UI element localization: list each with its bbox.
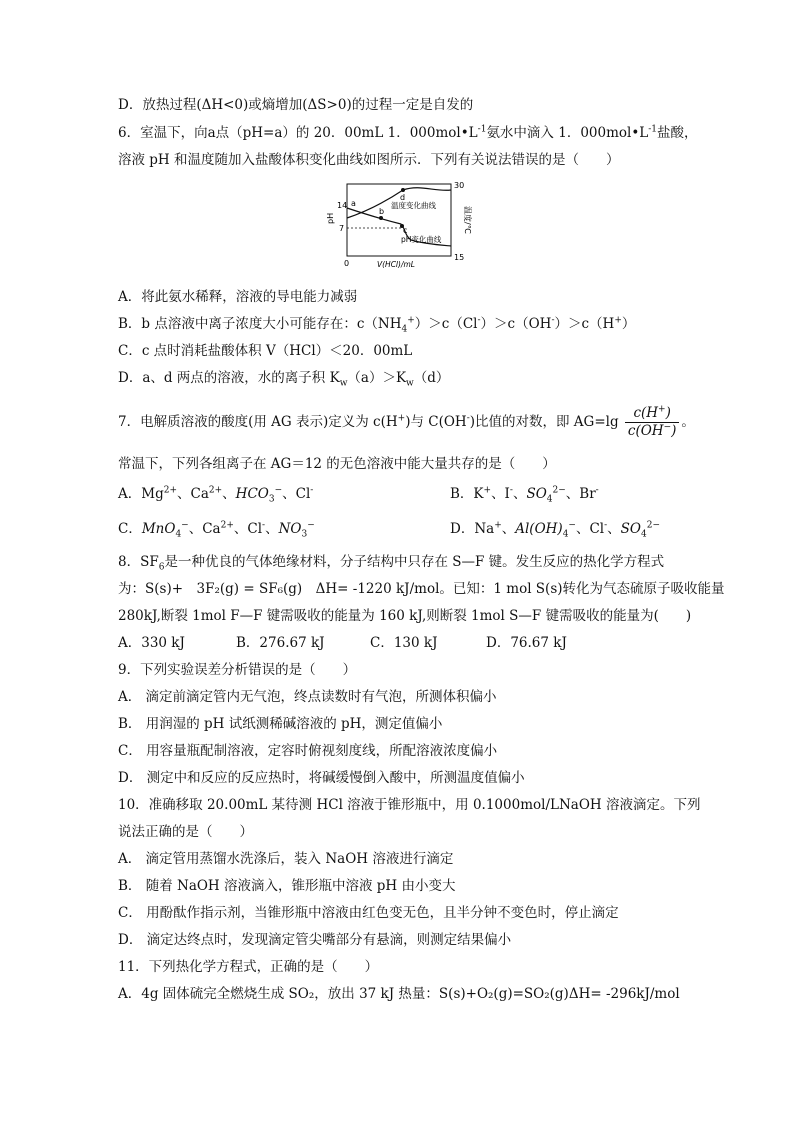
q8-option-c: C．130 kJ (370, 635, 438, 651)
q7-option-d: D．Na+、$Al(OH)_4^-$、Cl-、$SO_4^{2-}$ (450, 520, 661, 540)
right-tick-30: 30 (454, 181, 465, 190)
q9-option-c: C． 用容量瓶配制溶液，定容时俯视刻度线，所配溶液浓度偏小 (118, 743, 498, 759)
q6-figure-svg (325, 178, 475, 268)
ph-curve-label: pH变化曲线 (401, 235, 442, 244)
right-tick-15: 15 (454, 253, 465, 262)
q11-option-a: A．4g 固体硫完全燃烧生成 SO₂，放出 37 kJ 热量：S(s)+O₂(g)=SO₂(g)ΔH= -296kJ/mol (118, 986, 680, 1002)
q10-option-b: B． 随着 NaOH 溶液滴入，锥形瓶中溶液 pH 由小变大 (118, 878, 456, 894)
q10-stem-line1: 10．准确移取 20.00mL 某待测 HCl 溶液于锥形瓶中，用 0.1000mol/LNaOH 溶液滴定。下列 (118, 797, 701, 813)
q8-option-a: A．330 kJ (118, 635, 185, 651)
point-d-marker (401, 188, 405, 192)
q8-option-d: D．76.67 kJ (486, 635, 567, 651)
point-b-marker (379, 216, 383, 220)
left-tick-14: 14 (337, 201, 348, 210)
q6-stem-line2: 溶液 pH 和温度随加入盐酸体积变化曲线如图所示．下列有关说法错误的是（ ） (118, 152, 620, 168)
q6-option-c: C．c 点时消耗盐酸体积 V（HCl）＜20．00mL (118, 343, 413, 359)
left-axis-label: pH (326, 212, 335, 224)
q8-stem-line2: 为：S(s)+ 3F₂(g) = SF₆(g) ΔH= -1220 kJ/mol。已知：1 mol S(s)转化为气态硫原子吸收能量 (118, 581, 725, 597)
q6-stem-line1: 6．室温下，向a点（pH=a）的 20．00mL 1．$000mol•L^{-1}$氨水中滴入 1．$000mol•L^{-1}$盐酸， (118, 124, 698, 141)
temperature-curve-label: 温度变化曲线 (391, 201, 436, 210)
q11-stem: 11．下列热化学方程式，正确的是（ ） (118, 959, 379, 975)
q8-stem-line3: 280kJ,断裂 1mol F—F 键需吸收的能量为 160 kJ,则断裂 1mol S—F 键需吸收的能量为( ) (118, 608, 692, 624)
point-d-label: d (400, 193, 406, 202)
q9-option-b: B． 用润湿的 pH 试纸测稀碱溶液的 pH，测定值偏小 (118, 716, 443, 732)
left-tick-0: 0 (344, 259, 350, 268)
q9-option-a: A． 滴定前滴定管内无气泡，终点读数时有气泡，所测体积偏小 (118, 689, 497, 705)
q5-option-d: D．放热过程(ΔH<0)或熵增加(ΔS>0)的过程一定是自发的 (118, 97, 474, 113)
q7-option-c: C．MnO$_4$−、$Ca^{2+}$、Cl-、$NO_3^-$ (118, 520, 315, 540)
q7-stem-line2: 常温下，下列各组离子在 AG＝12 的无色溶液中能大量共存的是（ ） (118, 456, 556, 472)
q7-option-a: A．$Mg^{2+}$、$Ca^{2+}$、$HCO_3^-$、Cl- (118, 485, 314, 505)
q10-option-c: C． 用酚酞作指示剂，当锥形瓶中溶液由红色变无色，且半分钟不变色时，停止滴定 (118, 905, 619, 921)
ag-fraction: $\frac{c(H^+)}{c(OH^-)}$ (625, 405, 680, 440)
q7-stem-line1: 7．电解质溶液的酸度(用 AG 表示)定义为 c(H+)与 C(OH-)比值的对数，即 AG=lg $\frac{c(H^+)}{c(OH^-)}$ 。 (118, 404, 695, 439)
point-a-label: a (351, 199, 356, 208)
q6-option-d: D．a、d 两点的溶液，水的离子积 $K_w(a)>K_w(d)$ (118, 370, 450, 389)
q9-stem: 9．下列实验误差分析错误的是（ ） (118, 662, 357, 678)
q7-options-row1 (118, 484, 694, 504)
plot-frame (347, 184, 451, 256)
q7-option-b: B．K+、I-、$SO_4^{2-}$、Br- (450, 485, 599, 505)
point-c-label: c (403, 226, 408, 235)
q7-options-row2 (118, 519, 694, 539)
q8-options (118, 633, 694, 653)
q10-stem-line2: 说法正确的是（ ） (118, 824, 253, 840)
q6-option-a: A．将此氨水稀释，溶液的导电能力减弱 (118, 289, 358, 305)
q6-ph-temperature-figure (325, 178, 475, 268)
q8-option-b: B．276.67 kJ (236, 635, 325, 651)
q8-stem-line1: 8．$SF_6$是一种优良的气体绝缘材料，分子结构中只存在 S—F 键。发生反应的热化学方程式 (118, 554, 665, 573)
left-tick-7: 7 (339, 224, 345, 233)
q6-option-b: B．b 点溶液中离子浓度大小可能存在：$c(NH_4^+)>c(Cl^-)>c(OH^-)>c(H^+)$ (118, 315, 636, 335)
x-axis-label: V(HCl)/mL (377, 260, 415, 268)
right-axis-label: 温度/℃ (463, 206, 472, 234)
point-b-label: b (379, 207, 385, 216)
q9-option-d: D． 测定中和反应的反应热时，将碱缓慢倒入酸中，所测温度值偏小 (118, 770, 525, 786)
q10-option-a: A． 滴定管用蒸馏水洗涤后，装入 NaOH 溶液进行滴定 (118, 851, 454, 867)
q10-option-d: D． 滴定达终点时，发现滴定管尖嘴部分有悬滴，则测定结果偏小 (118, 932, 512, 948)
